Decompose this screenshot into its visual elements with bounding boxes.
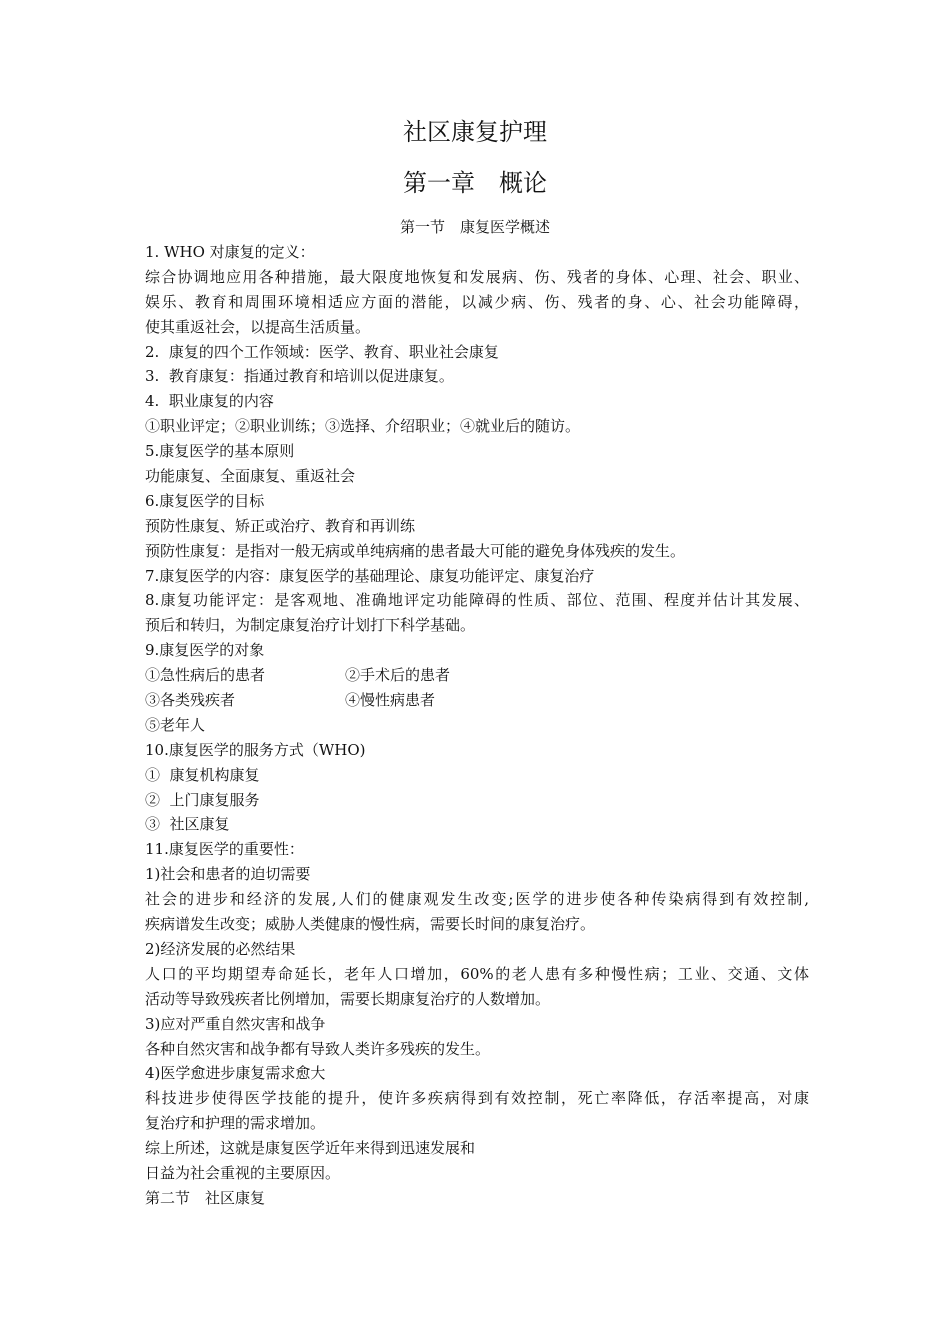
list-item: ①急性病后的患者 [145,666,266,685]
text-line: 人口的平均期望寿命延长，老年人口增加，60%的老人患有多种慢性病；工业、交通、文体 [145,964,809,983]
text-line: 10.康复医学的服务方式（WHO) [145,740,366,759]
text-line: 1)社会和患者的迫切需要 [145,865,311,884]
text-line: ② 上门康复服务 [145,790,260,809]
text-line: 3. 教育康复：指通过教育和培训以促进康复。 [145,367,454,386]
chapter-title: 第一章 概论 [403,169,547,197]
text-line: 7.康复医学的内容：康复医学的基础理论、康复功能评定、康复治疗 [145,566,595,585]
text-line: 使其重返社会，以提高生活质量。 [145,317,371,336]
text-line: 2)经济发展的必然结果 [145,939,296,958]
text-line: 预防性康复、矫正或治疗、教育和再训练 [145,516,416,535]
text-line: 11.康复医学的重要性： [145,840,304,859]
text-line: 9.康复医学的对象 [145,641,265,660]
text-line: 预后和转归，为制定康复治疗计划打下科学基础。 [145,616,476,635]
text-line: 功能康复、全面康复、重返社会 [145,467,356,486]
document-title: 社区康复护理 [403,118,547,146]
text-line: 4)医学愈进步康复需求愈大 [145,1064,326,1083]
list-item: ②手术后的患者 [345,666,451,685]
text-line [145,688,809,713]
text-line [145,663,809,688]
text-line: 日益为社会重视的主要原因。 [145,1163,341,1182]
section-title: 第一节 康复医学概述 [399,218,550,236]
list-item: ④慢性病患者 [345,691,436,710]
text-line: ⑤老年人 [145,715,206,734]
text-line: 娱乐、教育和周围环境相适应方面的潜能，以减少病、伤、残者的身、心、社会功能障碍， [145,292,809,311]
list-item: ③各类残疾者 [145,691,236,710]
text-line: ①职业评定；②职业训练；③选择、介绍职业；④就业后的随访。 [145,417,581,436]
text-line: 4. 职业康复的内容 [145,392,274,411]
text-line: 科技进步使得医学技能的提升，使许多疾病得到有效控制，死亡率降低，存活率提高，对康 [145,1089,809,1108]
text-line: 综合协调地应用各种措施，最大限度地恢复和发展病、伤、残者的身体、心理、社会、职业、 [145,267,809,286]
text-line: 8.康复功能评定：是客观地、准确地评定功能障碍的性质、部位、范围、程度并估计其发展、 [145,591,809,610]
text-line: 综上所述，这就是康复医学近年来得到迅速发展和 [145,1139,476,1158]
text-line: 6.康复医学的目标 [145,491,265,510]
text-line: 社会的进步和经济的发展,人们的健康观发生改变;医学的进步使各种传染病得到有效控制, [145,890,809,909]
text-line: 1. WHO 对康复的定义： [145,243,315,261]
text-line: 疾病谱发生改变；威胁人类健康的慢性病，需要长时间的康复治疗。 [145,915,596,934]
text-line: 5.康复医学的基本原则 [145,442,295,461]
text-line: ③ 社区康复 [145,815,230,834]
text-line: 2. 康复的四个工作领域：医学、教育、职业社会康复 [145,342,499,361]
text-line: 3)应对严重自然灾害和战争 [145,1014,326,1033]
text-line: 复治疗和护理的需求增加。 [145,1114,326,1133]
text-line: 各种自然灾害和战争都有导致人类许多残疾的发生。 [145,1039,491,1058]
document-body [145,240,809,1211]
text-line: 活动等导致残疾者比例增加，需要长期康复治疗的人数增加。 [145,989,551,1008]
section-heading: 第二节 社区康复 [145,1188,266,1207]
text-line: 预防性康复：是指对一般无病或单纯病痛的患者最大可能的避免身体残疾的发生。 [145,541,686,560]
text-line: ① 康复机构康复 [145,765,260,784]
